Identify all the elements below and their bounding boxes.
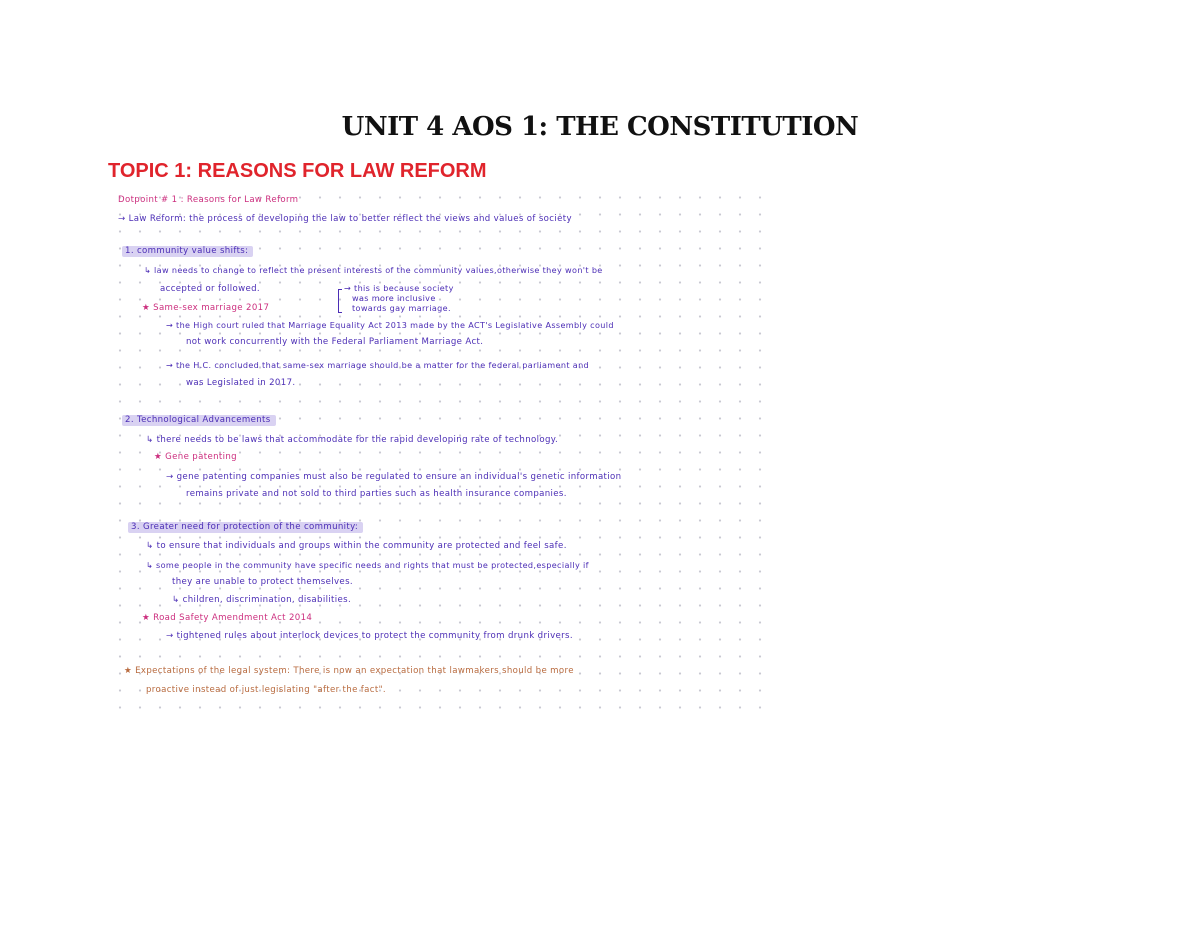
section-1-heading: 1. community value shifts:: [122, 246, 253, 257]
section-2-line: → gene patenting companies must also be regulated to ensure an individual's genetic information: [166, 472, 622, 482]
section-1-line: accepted or followed.: [160, 284, 260, 294]
section-1-line: was Legislated in 2017.: [186, 378, 296, 388]
side-note-bracket: [338, 289, 342, 313]
expectations-line: ★ Expectations of the legal system: There is now an expectation that lawmakers should be more: [124, 666, 574, 676]
side-note: → this is because society: [344, 283, 454, 293]
section-3-example: ★ Road Safety Amendment Act 2014: [142, 613, 313, 623]
handwritten-notes-image: [108, 186, 770, 710]
section-2-heading: 2. Technological Advancements: [122, 415, 276, 426]
section-2-line: remains private and not sold to third parties such as health insurance companies.: [186, 489, 567, 499]
section-3-line: ↳ some people in the community have specific needs and rights that must be protected,especially if: [146, 560, 589, 570]
section-3-line: ↳ to ensure that individuals and groups within the community are protected and feel safe.: [146, 541, 567, 551]
section-2-line: ↳ there needs to be laws that accommodate for the rapid developing rate of technology.: [146, 435, 559, 445]
side-note: was more inclusive: [352, 293, 436, 303]
section-3-line: → tightened rules about interlock devices to protect the community from drunk drivers.: [166, 631, 573, 641]
side-note: towards gay marriage.: [352, 303, 451, 313]
section-2-example: ★ Gene patenting: [154, 452, 237, 462]
section-1-line: ↳ law needs to change to reflect the present interests of the community values,otherwise they won't be: [144, 265, 603, 275]
section-1-line: → the H.C. concluded that same-sex marriage should be a matter for the federal parliament and: [166, 360, 590, 370]
section-3-line: ↳ children, discrimination, disabilities.: [172, 595, 352, 605]
expectations-line: proactive instead of just legislating "after the fact".: [146, 685, 386, 695]
document-title: UNIT 4 AOS 1: THE CONSTITUTION: [341, 112, 859, 142]
topic-heading: TOPIC 1: REASONS FOR LAW REFORM: [108, 160, 487, 182]
section-1-line: not work concurrently with the Federal Parliament Marriage Act.: [186, 337, 484, 347]
section-3-heading: 3. Greater need for protection of the community:: [128, 522, 363, 533]
section-1-line: → the High court ruled that Marriage Equality Act 2013 made by the ACT's Legislative Assembly could: [166, 320, 614, 330]
section-1-example: ★ Same-sex marriage 2017: [142, 303, 270, 313]
section-3-line: they are unable to protect themselves.: [172, 577, 353, 587]
dotpoint-heading: Dotpoint # 1 : Reasons for Law Reform: [118, 195, 299, 205]
law-reform-definition: → Law Reform: the process of developing the law to better reflect the views and values of society: [118, 214, 572, 224]
